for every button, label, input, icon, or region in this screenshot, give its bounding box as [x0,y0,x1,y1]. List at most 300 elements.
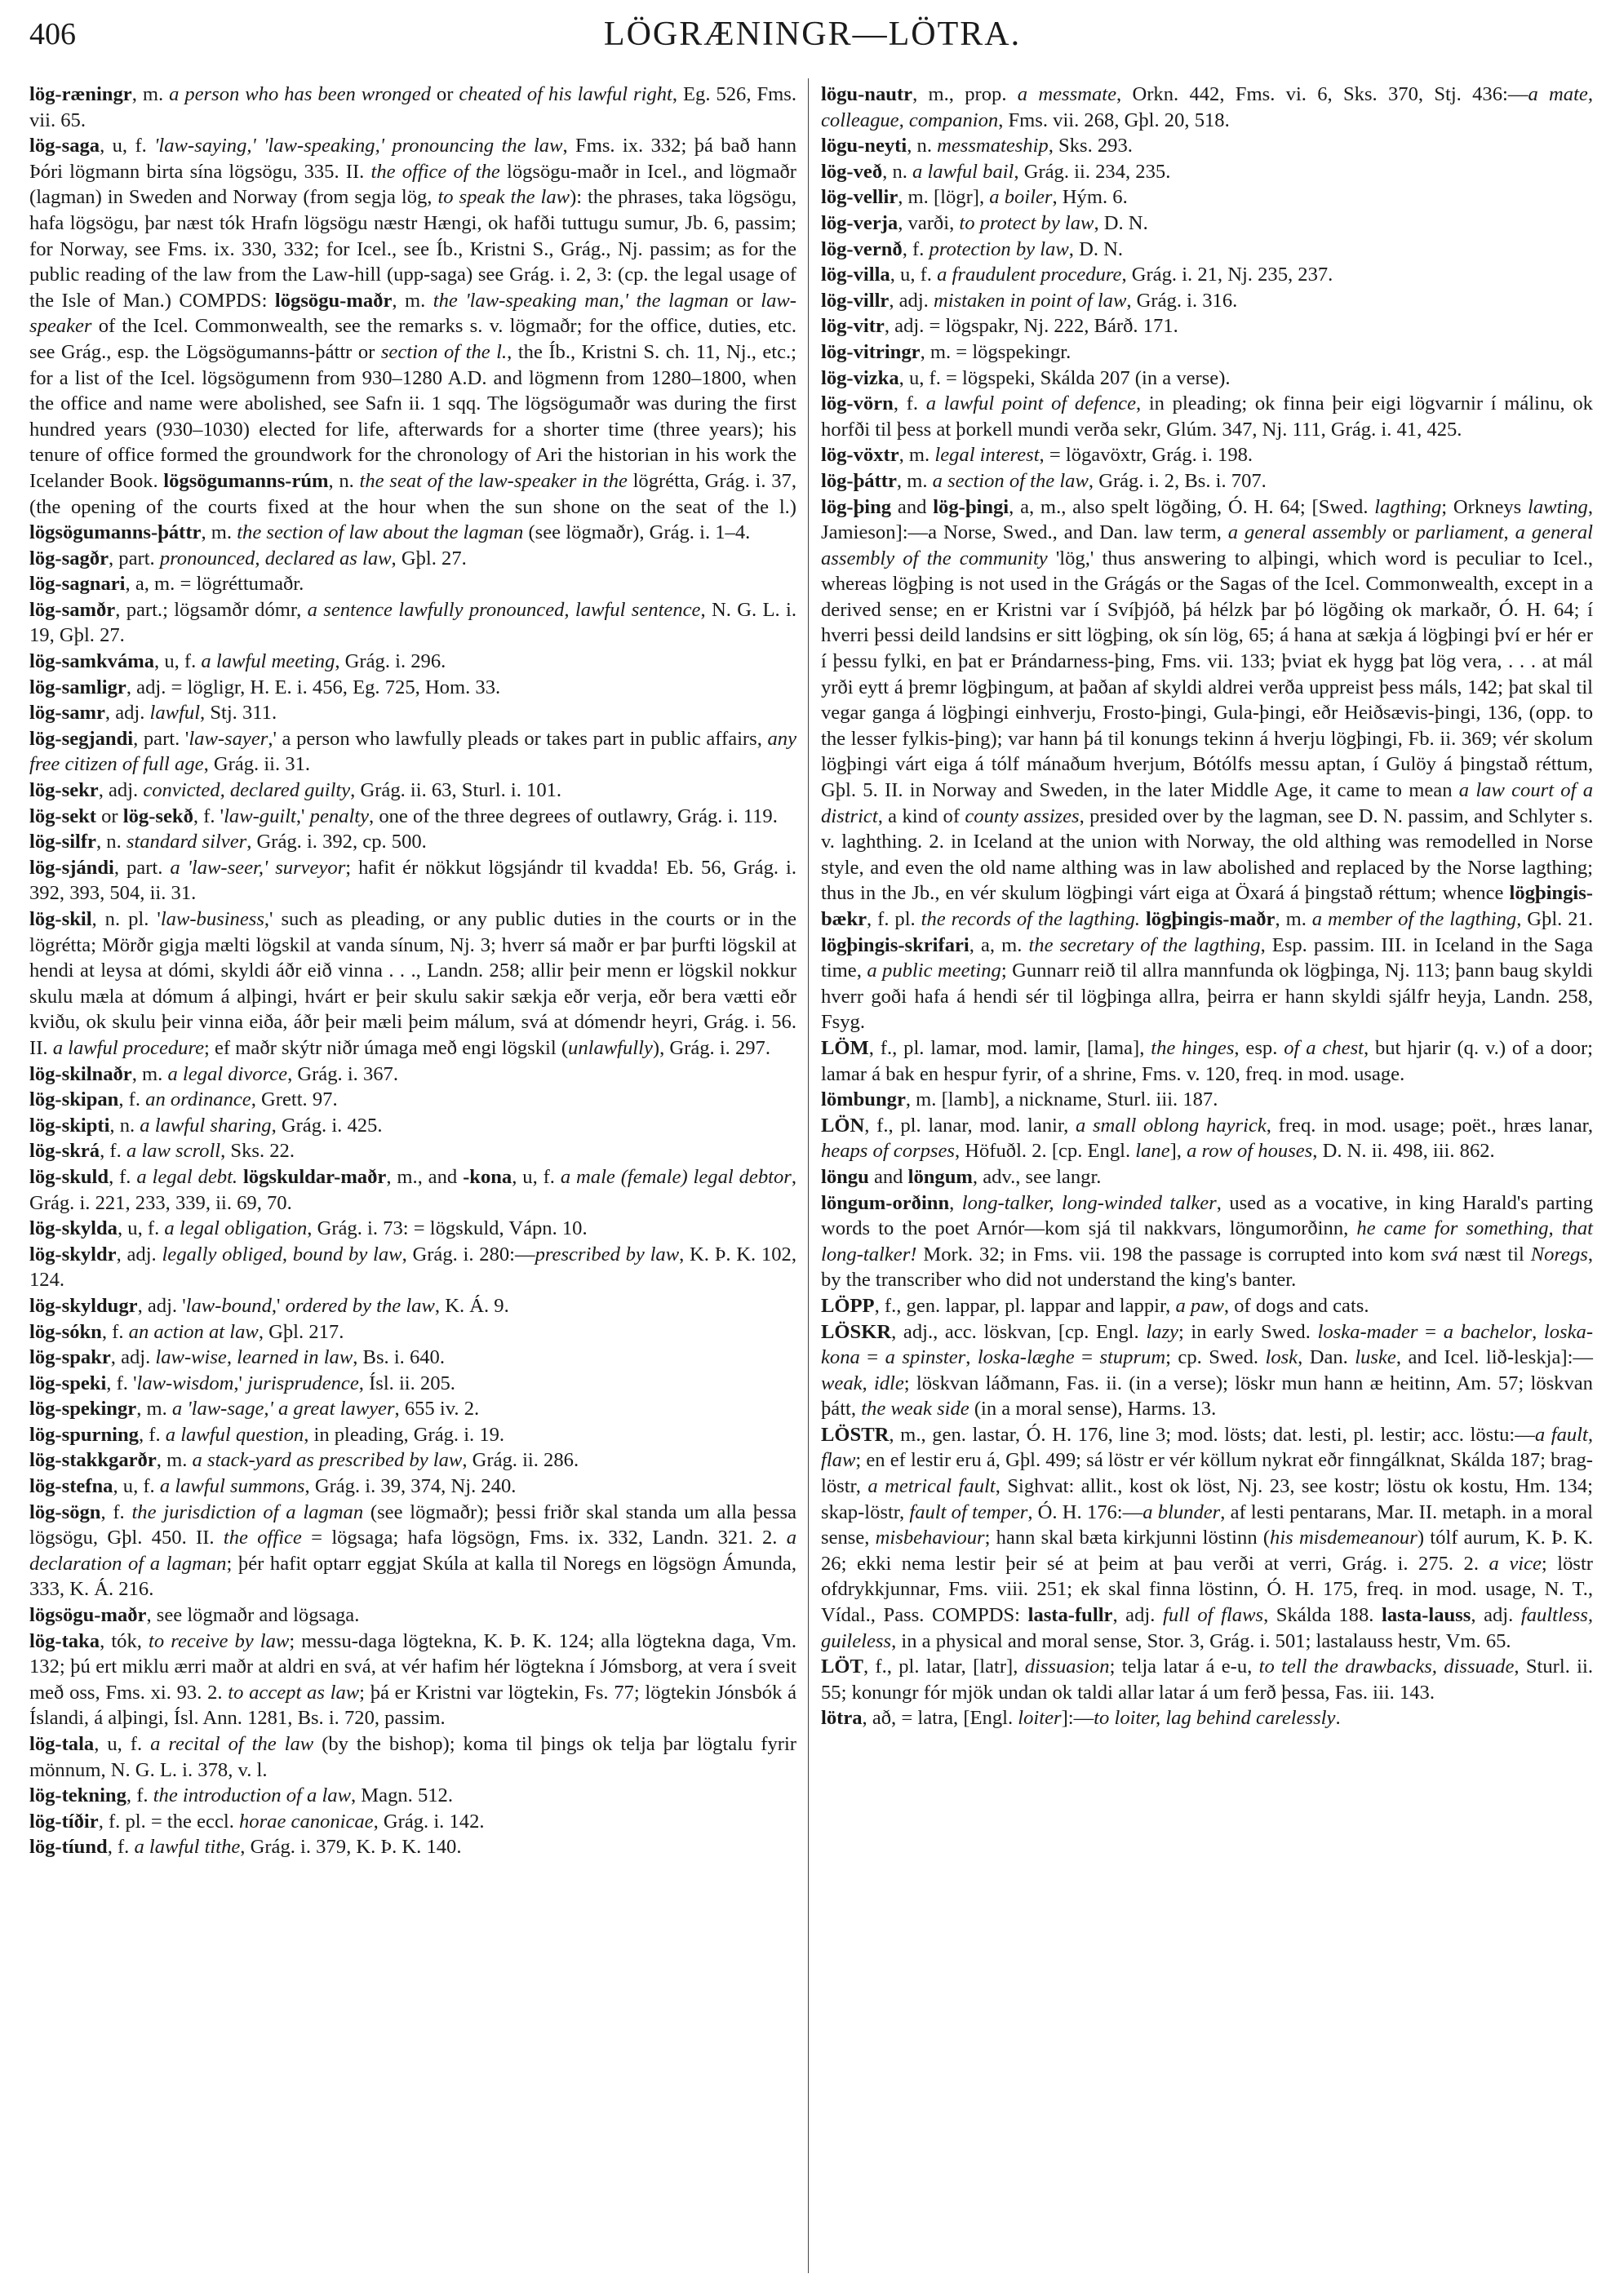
headword: lög-samligr [29,676,126,698]
headword: lög-spekingr [29,1398,137,1421]
entry-text: , u, f. [117,1217,165,1240]
entry-text: or [728,289,761,312]
entry-text: , m. [131,83,170,105]
definition-text: law-wise, learned in law [155,1346,353,1369]
entry-text: , f. [126,1784,153,1807]
headword: lög-sekt [29,804,96,827]
headword: lög-saga [29,135,100,157]
entry-text: , Esp. passim. III. in Iceland in the Saga time, [821,933,1593,982]
entry-text: , freq. in mod. usage; poët., hræs lanar, [1266,1114,1593,1137]
definition-text: loska-mader [1317,1320,1418,1343]
dictionary-entry [821,1113,1593,1164]
dictionary-entry [29,1396,796,1422]
entry-text: , part. ' [133,727,189,750]
entry-text: , m., and [386,1165,464,1188]
entry-text: , Gþl. 27. [391,547,467,570]
left-column [29,82,796,1860]
definition-text: a 'law-sage,' a great lawyer [171,1398,395,1421]
definition-text: to tell the drawbacks, dissuade [1258,1656,1515,1678]
page-header [29,11,1595,60]
headword: lögsögumanns-rúm [163,469,329,492]
definition-text: lagthing [1374,495,1442,518]
headword: lög-veð [821,160,883,183]
headword: lögþingis-maðr [1145,908,1276,930]
entry-text: , Orkn. 442, Fms. vi. 6, Sks. 370, Stj. 436:— [1116,83,1528,105]
entry-text: ; in early Swed. [1178,1320,1318,1343]
dictionary-entry [29,1834,796,1860]
entry-text: ) tólf aurum, K. Þ. K. 26; ekki nema lestir þeir sé at þeim at þau verði at verri, Grág. i. 275. 2. [821,1527,1593,1575]
headword: lög-villa [821,264,890,286]
headword: lög-vöxtr [821,444,899,467]
dictionary-entry [821,339,1593,366]
headword: lög-vernð [821,237,903,260]
entry-text: , adj. = lögligr, H. E. i. 456, Eg. 725, Hom. 33. [126,676,501,698]
definition-text: a fraudulent procedure [937,264,1122,286]
definition-text: stuprum [1099,1346,1166,1369]
definition-text: law-business [160,908,264,930]
definition-text: section of the l. [380,340,508,363]
headword: lög-skuld [29,1165,109,1188]
definition-text: a law court of a district [821,779,1594,827]
entry-text: or [1386,521,1416,544]
headword: LÖPP [821,1294,875,1317]
entry-text: lögsögu-maðr in Icel., and lögmaðr (lagman) in Sweden and Norway (from segja lög, [29,160,796,209]
definition-text: 'law-saying,' 'law-speaking,' pronouncing the law [154,135,563,157]
dictionary-entry [29,1138,796,1164]
headword: lögskuldar-maðr [242,1165,387,1188]
dictionary-entry [821,159,1593,185]
dictionary-entry [821,237,1593,263]
headword: lög-vitr [821,315,885,338]
entry-text: ; hafit ér nökkut lögsjándr til kvadda! Eb. 56, Grág. i. 392, 393, 504, ii. 31. [29,856,796,905]
entry-text: ; þá er Kristni var lögtekin, Fs. 77; lögtekin Jónsbók á Íslandi, á alþingi, Ísl. Ann. 1281, Bs. i. 720, passim. [29,1681,797,1730]
column-divider [808,78,809,2273]
entry-text: , u, f. [154,650,202,673]
definition-text: the secretary of the lagthing [1028,933,1261,956]
headword: lög-tíðir [29,1810,99,1833]
entry-text: , f. [109,1165,137,1188]
entry-text: , D. N. [1094,211,1148,234]
headword: lög-þing [821,495,892,518]
entry-text: and [868,1165,908,1188]
headword: lömbungr [821,1088,906,1111]
headword: lög-samðr [29,598,116,621]
headword: lasta-fullr [1027,1604,1113,1627]
entry-text: , K. Þ. K. 102, 124. [29,1243,796,1292]
entry-text: , m. [156,1449,193,1472]
entry-text: , [949,1191,962,1214]
entry-text: , u, f. [890,264,938,286]
definition-text: legally obliged, bound by law [162,1243,402,1265]
entry-text: , Ísl. ii. 205. [358,1372,455,1394]
headword: lög-vörn [821,392,894,415]
entry-text: ; messu-daga lögtekna, K. Þ. K. 124; alla lögtekna daga, Vm. 132; þú ert miklu ærri maðr at aldri en svá, at vér hafim hér lögtekna í Jómsborg, at vera í sveit með oss, Fms. xi. 93. 2. [29,1629,796,1704]
entry-text: , Gþl. 217. [258,1320,344,1343]
definition-text: to receive by law [149,1629,290,1652]
definition-text: the seat of the law-speaker in the [359,469,628,492]
entry-text: ; hann skal bæta kirkjunni löstinn ( [984,1527,1271,1549]
definition-text: mistaken in point of law [933,289,1127,312]
dictionary-entry [821,1319,1593,1422]
entry-text: and [891,495,934,518]
definition-text: loiter [1018,1707,1062,1730]
entry-text: , adj. ' [137,1294,186,1317]
entry-text: , f., pl. lanar, mod. lanir, [864,1114,1076,1137]
headword: lög-tekning [29,1784,126,1807]
definition-text: an action at law [128,1320,259,1343]
definition-text: a legal obligation [164,1217,308,1240]
dictionary-entry [29,1087,796,1113]
entry-text: (in a moral sense), Harms. 13. [969,1398,1217,1421]
entry-text: , see lögmaðr and lögsaga. [146,1604,360,1627]
entry-text: ,' [295,804,310,827]
entry-text: , [1503,521,1515,544]
entry-text: , Grág. i. 379, K. Þ. K. 140. [240,1836,462,1859]
entry-text: , Grág. i. 367. [287,1062,398,1085]
dictionary-entry [821,1190,1593,1293]
headword: lögu-nautr [821,83,913,105]
dictionary-entry [821,1705,1593,1731]
headword: lög-skilnaðr [29,1062,132,1085]
definition-text: parliament [1415,521,1504,544]
definition-text: lawting [1528,495,1588,518]
entry-text: , Grág. i. 73: = lögskuld, Vápn. 10. [307,1217,588,1240]
definition-text: the introduction of a law [153,1784,351,1807]
entry-text: 'lög,' thus answering to alþingi, which word is peculiar to Icel., whereas lögþing is not used in the Grágás or the Sagas of the Icel. Commonwealth, except in a derived sense; en er Kristni var í Svíþjóð, þá hélzk þar þó lögðing ok markaðr, Ó. H. 64; í hverri þessi deild landsins er sitt lögþing, ok sín lög, 65; á hana at sækja á lögþingi því er hér er í þessu fylki, en þat er Þrándarness-þing, Fms. vii. 133; þviat ek hygg þat lög vera, . . . at mál yrði eytt á þremr lögþingum, at þaðan af skyldi aldrei verða uppreist þess máls, 142; þat skal til vegar ganga á lögþingi einhverju, Frosto-þingi, Gula-þingi, eðr Heiðsævis-þingi, 136, (opp. to the lesser fylkis-þing); var hann þá til konungs tekinn á hverju lögþingi, Fb. ii. 369; vér skolum lögþingi várt eiga á tólf mánaðum hverjum, Bótólfs messu aptan, í Gulöy á þingstað réttum, Gþl. 5. II. in Norway and Sweden, in the later Middle Age, it came to mean [821,547,1593,802]
entry-text: of the Icel. Commonwealth, see the remarks s. v. lögmaðr; for the office, duties, etc. see Grág., esp. the Lögsögumanns-þáttr or [29,315,796,363]
entry-text: , a kind of [877,804,965,827]
entry-text: , Bs. i. 640. [353,1346,445,1369]
definition-text: pronounced, declared as law [159,547,392,570]
entry-text: , adj. [104,702,150,725]
headword: lögsögu-maðr [29,1604,147,1627]
entry-text: , Grág. i. 142. [373,1810,485,1833]
dictionary-entry [821,184,1593,211]
definition-text: a legal debt. [136,1165,238,1188]
definition-text: weak, idle [821,1372,904,1394]
entry-text: , adj. [1471,1604,1521,1627]
definition-text: ordered by the law [285,1294,435,1317]
definition-text: a lawful procedure [52,1036,205,1059]
definition-text: legal interest [934,444,1040,467]
definition-text: a person who has been wronged [169,83,431,105]
dictionary-entry [29,133,796,546]
definition-text: a member of the lagthing [1311,908,1517,930]
definition-text: cheated of his lawful right [459,83,672,105]
headword: LÖSKR [821,1320,892,1343]
entry-text: , adj. [1112,1604,1163,1627]
definition-text: a blunder [1142,1500,1221,1523]
entry-text: , Jamieson]:—a Norse, Swed., and Dan. law term, [821,495,1593,544]
headword: lötra [821,1707,863,1730]
entry-text: ; löskvan láðmann, Fas. ii. (in a verse); löskr mun hann æ heitinn, Am. 57; löskvan þátt, [821,1372,1593,1421]
entry-text: , Grág. i. 425. [271,1114,383,1137]
entry-text: , 655 iv. 2. [394,1398,480,1421]
entry-text: , adj. [110,1346,156,1369]
dictionary-entry [29,649,796,675]
definition-text: dissuasion [1024,1656,1110,1678]
headword: -kona [463,1165,512,1188]
entry-text: , of dogs and cats. [1223,1294,1369,1317]
definition-text: the weak side [861,1398,969,1421]
entry-text: , used as a vocative, in king Harald's parting words to the poet Arnór—kom sjá til nakkvars, löngumorðinn, [821,1191,1594,1240]
entry-text: , Ó. H. 176:— [1027,1500,1143,1523]
entry-text: , and Icel. lið-leskja]:— [1395,1346,1593,1369]
entry-text: , f. [902,237,930,260]
dictionary-entry [29,1062,796,1088]
entry-text: , Fms. ix. 332; þá bað hann Þóri lögmann birta sína lögsögu, 335. II. [29,135,796,183]
entry-text: , adv., see langr. [972,1165,1102,1188]
dictionary-entry [29,700,796,726]
entry-text: , f. ' [106,1372,137,1394]
entry-text: , f. [100,1500,132,1523]
headword: lög-skyldr [29,1243,117,1265]
entry-text: , Fms. vii. 268, Gþl. 20, 518. [998,109,1230,131]
headword: lög-sögn [29,1500,101,1523]
headword: lög-segjandi [29,727,134,750]
entry-text: , u, f. [113,1475,160,1498]
dictionary-entry [821,366,1593,392]
definition-text: a paw [1175,1294,1224,1317]
entry-text: , adj., acc. löskvan, [cp. Engl. [891,1320,1147,1343]
definition-text: any free citizen of full age [29,727,796,776]
definition-text: Noregs [1530,1243,1588,1265]
definition-text: loska-læghe [977,1346,1075,1369]
entry-text: , f., pl. latar, [latr], [863,1656,1025,1678]
definition-text: a vice [1489,1552,1542,1575]
dictionary-entry [821,288,1593,314]
headword: lögþingis-skrifari [821,933,969,956]
entry-text: ,' such as pleading, or any public duties in the courts or in the lögrétta; Mörðr gigja mælti lögskil at vanda sínum, Nj. 3; hverr sá maðr er þar þurfti lögskil at hendi at leysa at dómi, skyldi áðr eið vinna . . ., Landn. 258; allir þeir menn er lögskil nokkur skulu mæla at dómum á alþingi, hvárt er þeir skulu sakir sækja eðr verja, eðr bera vætti eðr kviðu, ok skulu þeir vinna eiða, áðr þeir mæli þeim málum, svá at dómendr heyri, Grág. i. 56. II. [29,908,796,1059]
entry-text: ): the phrases, taka lögsögu, hafa lögsögu, þar næst tók Hrafn lögsögu næstr Hængi, ok hafði tuttugu sumur, Jb. 6, passim; for Norway, see Fms. ix. 330, 332; for Icel., see Íb., Kristni S., Grág., Nj. passim; as for the public reading of the law from the Law-hill (upp-saga) see Grág. i. 2, 3: (cp. the legal usage of the Isle of Man.) COMPDS: [29,186,796,312]
definition-text: to protect by law [959,211,1094,234]
entry-text: , in pleading, Grág. i. 19. [304,1423,505,1446]
entry-text: , Gþl. 21. [1516,908,1593,930]
headword: löngum [907,1165,973,1188]
definition-text: the records of the lagthing. [921,908,1141,930]
definition-text: law-bound [185,1294,272,1317]
right-column [821,82,1593,1731]
entry-text: ; cp. Swed. [1165,1346,1266,1369]
entry-text: , [965,1346,978,1369]
definition-text: faultless, guileless [821,1604,1594,1652]
dictionary-entry [29,855,796,906]
headword: lög-samr [29,702,105,725]
dictionary-entry [821,494,1593,1035]
entry-text: , adj. [98,779,144,802]
headword: lög-spurning [29,1423,139,1446]
page-title: LÖGRÆNINGR—LÖTRA. [603,16,1022,53]
headword: lög-sagðr [29,547,109,570]
entry-text: , Grág. i. 392, cp. 500. [246,831,427,853]
entry-text: ,' [233,1372,248,1394]
entry-text: , D. N. ii. 498, iii. 862. [1312,1140,1495,1163]
dictionary-entry [29,82,796,133]
headword: lög-stefna [29,1475,113,1498]
dictionary-entry [29,1602,796,1629]
definition-text: a mate, colleague, companion [821,83,1593,131]
definition-text: fault of temper [909,1500,1028,1523]
headword: lög-vizka [821,366,899,389]
definition-text: a spinster [885,1346,966,1369]
definition-text: a section of the law [932,469,1089,492]
entry-text: , f., gen. lappar, pl. lappar and lappir, [874,1294,1176,1317]
entry-text: , D. N. [1068,237,1124,260]
entry-text: (see lögmaðr); þessi friðr skal standa um alla þessa lögsögu, Gþl. 450. II. [29,1500,796,1549]
entry-text: (see lögmaðr), Grág. i. 1–4. [523,521,751,544]
entry-text: ; Gunnarr reið til allra mannfunda ok lögþinga, Nj. 113; þann baug skyldi hverr goði hafa á hendi sér til lögþinga allra, þeirra er hann skyldi sjálfr heyja, Landn. 258, Fsyg. [821,960,1593,1034]
definition-text: a 'law-seer,' surveyor [170,856,346,879]
definition-text: a recital of the law [150,1733,314,1755]
entry-text: , f. [893,392,926,415]
dictionary-entry [29,726,796,778]
entry-text: , f. pl. = the eccl. [98,1810,239,1833]
entry-text: , a, m. = lögréttumaðr. [125,573,304,596]
dictionary-entry [821,1654,1593,1705]
definition-text: to accept as law [228,1681,360,1704]
entry-text: , but hjarir (q. v.) of a door; lamar á bak en hespur fyrir, of a shrine, Fms. v. 120, freq. in mod. usage. [821,1036,1593,1085]
definition-text: loska-kona [821,1320,1594,1369]
headword: lög-vitringr [821,340,921,363]
entry-text: (by the bishop); koma til þings ok telja þar lögtalu fyrir mönnum, N. G. L. i. 378, v. l. [29,1733,796,1781]
entry-text: , adj. [116,1243,162,1265]
entry-text: , Grág. i. 39, 374, Nj. 240. [304,1475,517,1498]
dictionary-entry [29,1319,796,1345]
entry-text: , f. [138,1423,166,1446]
entry-text: , presided over by the lagman, see D. N. passim, and Schlyter s. v. laghthing. 2. in Iceland at the union with Norway, the old althing was remodelled in Norse style, and even the old name althing was in law abolished and replaced by the Norse lagthing; thus in the Jb., en vér skulum lögþingi várt eiga at Öxará á þingstað réttum; whence [821,804,1593,905]
dictionary-entry [821,1035,1593,1087]
entry-text: , Skálda 188. [1263,1604,1382,1627]
entry-text: , n. [109,1114,140,1137]
entry-text: , by the transcriber who did not understand the king's banter. [821,1243,1593,1292]
definition-text: a boiler [989,186,1053,209]
headword: lasta-lauss [1382,1604,1471,1627]
entry-text: , u, f. [94,1733,151,1755]
definition-text: law-speaker [29,289,796,338]
entry-text: , N. G. L. i. 19, Gþl. 27. [29,598,796,647]
entry-text: , part. [109,547,160,570]
headword: LÖSTR [821,1423,890,1446]
headword: lög-sekð [122,804,193,827]
entry-text: ; telja latar á e-u, [1109,1656,1259,1678]
definition-text: a small oblong hayrick [1075,1114,1267,1137]
definition-text: the hinges [1151,1036,1235,1059]
entry-text: , a, m. [969,933,1029,956]
entry-text: , n. [882,160,913,183]
entry-text: , Magn. 512. [350,1784,453,1807]
definition-text: a lawful summons [159,1475,305,1498]
definition-text: svá [1431,1243,1458,1265]
dictionary-entry [821,82,1593,133]
entry-text: , Grág. i. 296. [335,650,446,673]
headword: lög-skipti [29,1114,110,1137]
headword: lög-speki [29,1372,107,1394]
definition-text: the office [223,1527,302,1549]
definition-text: penalty [309,804,370,827]
dictionary-entry [821,1422,1593,1654]
headword: lög-tala [29,1733,95,1755]
dictionary-entry [29,1629,796,1731]
dictionary-entry [29,1809,796,1835]
entry-text: , a, m., also spelt lögðing, Ó. H. 64; [Swed. [1009,495,1375,518]
headword: lög-sekr [29,779,99,802]
dictionary-entry [29,1474,796,1500]
dictionary-entry [821,391,1593,442]
definition-text: to speak the law [437,186,570,209]
dictionary-entry [821,133,1593,159]
headword: LÖN [821,1114,865,1137]
dictionary-entry [821,442,1593,468]
entry-text: ,' a person who lawfully pleads or takes part in public affairs, [268,727,768,750]
definition-text: a general assembly of the community [821,521,1593,570]
entry-text: , the Íb., Kristni S. ch. 11, Nj., etc.; for a list of the Icel. lögsögumenn from 930–1280 A.D. and lögmenn from 1280–1800, when the office and name were abolished, see Safn ii. 1 sqq. The lögsögumaðr was during the first hundred years (930–1030) elected for life, afterwards for a shorter time (three years); his tenure of office formed the groundwork for the chronology of Ari the historian in his work the Icelander Book. [29,340,796,492]
dictionary-entry [29,1345,796,1371]
entry-text: , Grág. ii. 31. [203,753,311,776]
headword: lög-samkváma [29,650,155,673]
entry-text: ; þér hafit optarr eggjat Skúla at kalla til Noregs en lögsögn Ámunda, 333, K. Á. 216. [29,1552,796,1601]
definition-text: lawful [149,702,201,725]
definition-text: a male (female) legal debtor [560,1165,792,1188]
entry-text: , Stj. 311. [200,702,277,725]
headword: löngu [821,1165,869,1188]
headword: lög-þingi [933,495,1009,518]
definition-text: losk [1265,1346,1298,1369]
definition-text: a metrical fault [867,1475,996,1498]
entry-text: , Grág. i. 221, 233, 339, ii. 69, 70. [29,1165,796,1214]
headword: lög-skrá [29,1140,100,1163]
dictionary-entry [29,1447,796,1474]
dictionary-entry [29,1242,796,1293]
entry-text: , in pleading; ok finna þeir eigi lögvarnir í málinu, ok horfði til þess at þorkell mundi verða sekr, Glúm. 347, Nj. 111, Grág. i. 41, 425. [821,392,1593,441]
dictionary-entry [29,804,796,830]
dictionary-entry [29,571,796,597]
definition-text: the section of law about the lagman [237,521,524,544]
entry-text: , m. [131,1062,168,1085]
entry-text: , m. [392,289,433,312]
entry-text [237,1166,243,1188]
dictionary-entry [29,1422,796,1448]
dictionary-entry [29,829,796,855]
headword: löngum-orðinn [821,1191,950,1214]
dictionary-entry [821,1293,1593,1319]
entry-text: , m. [136,1398,172,1421]
definition-text: an ordinance [145,1088,251,1111]
headword: lögu-neyti [821,135,907,157]
definition-text: a stack-yard as prescribed by law [192,1449,463,1472]
entry-text: or [430,83,459,105]
entry-text [1140,908,1146,930]
dictionary-entry [29,1731,796,1783]
definition-text: a lawful sharing [140,1114,272,1137]
definition-text: a declaration of a lagman [29,1527,796,1575]
definition-text: a row of houses [1187,1140,1313,1163]
entry-text: , adj. [889,289,934,312]
entry-text: = [859,1346,885,1369]
entry-text: , one of the three degrees of outlawry, Grág. i. 119. [369,804,778,827]
definition-text: luske [1355,1346,1396,1369]
entry-text: , m. [201,521,237,544]
entry-text: lögrétta, Grág. i. 37, (the opening of the courts fixed at the hour when the sun shone on the seat of the l.) [29,469,796,518]
entry-text: ; löstr ofdrykkjunnar, Fms. viii. 251; ek skal finna löstinn, Ó. H. 175, freq. in mod. usage, N. T., Vídal., Pass. COMPDS: [821,1552,1593,1627]
dictionary-entry [821,1087,1593,1113]
definition-text: a messmate [1017,83,1117,105]
definition-text: unlawfully [568,1036,653,1059]
entry-text: = [1074,1346,1100,1369]
definition-text: standard silver [126,831,247,853]
entry-text: Mork. 32; in Fms. vii. 198 the passage is corrupted into kom [916,1243,1431,1265]
dictionary-entry [29,1371,796,1397]
entry-text: , Hým. 6. [1052,186,1128,209]
